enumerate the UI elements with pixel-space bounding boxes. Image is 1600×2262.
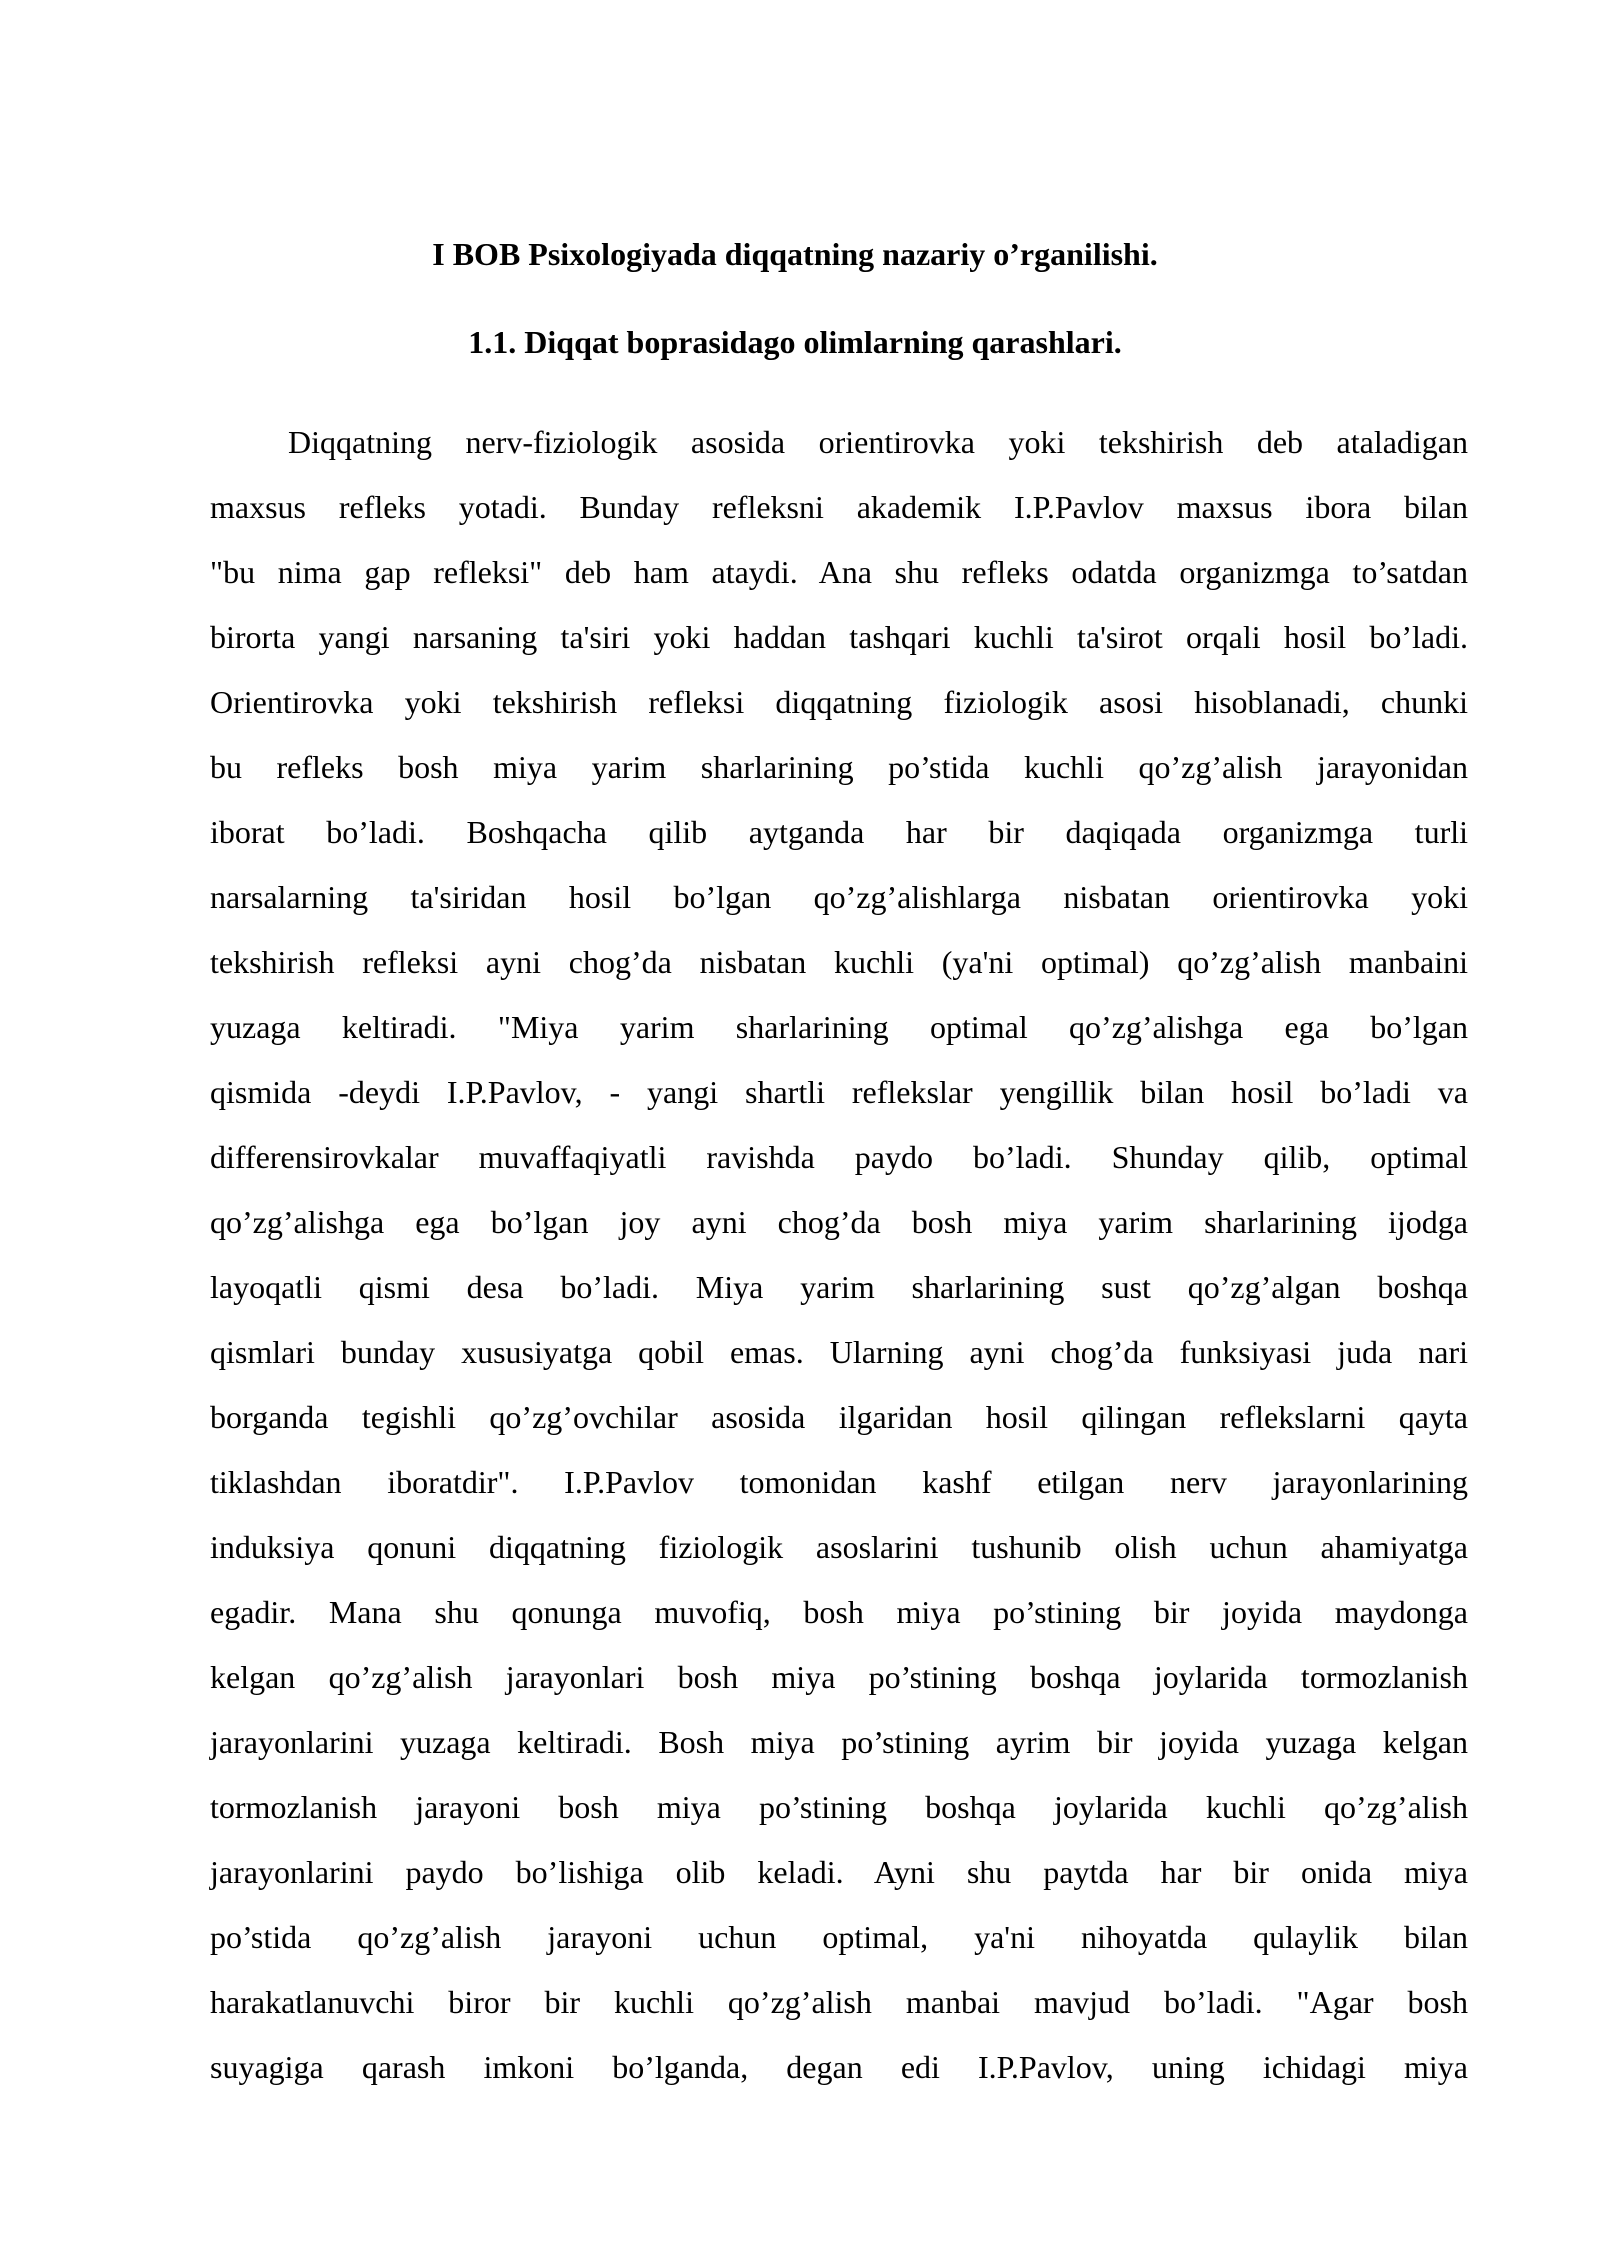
- paragraph-line: layoqatli qismi desa bo’ladi. Miya yarim sharlarining sust qo’zg’algan boshqa: [210, 1269, 1468, 1305]
- paragraph-line: bu refleks bosh miya yarim sharlarining po’stida kuchli qo’zg’alish jarayonidan: [210, 749, 1468, 785]
- paragraph-line: borganda tegishli qo’zg’ovchilar asosida ilgaridan hosil qilingan reflekslarni qayta: [210, 1399, 1468, 1435]
- paragraph-line: qismida -deydi I.P.Pavlov, - yangi shartli reflekslar yengillik bilan hosil bo’ladi va: [210, 1074, 1468, 1110]
- paragraph-line: induksiya qonuni diqqatning fiziologik asoslarini tushunib olish uchun ahamiyatga: [210, 1529, 1468, 1565]
- paragraph-line: jarayonlarini paydo bo’lishiga olib keladi. Ayni shu paytda har bir onida miya: [210, 1854, 1468, 1890]
- paragraph-line: jarayonlarini yuzaga keltiradi. Bosh miya po’stining ayrim bir joyida yuzaga kelgan: [210, 1724, 1468, 1760]
- section-title: 1.1. Diqqat boprasidago olimlarning qarashlari.: [468, 324, 1122, 360]
- paragraph-line: yuzaga keltiradi. "Miya yarim sharlarining optimal qo’zg’alishga ega bo’lgan: [210, 1009, 1468, 1045]
- paragraph-line: kelgan qo’zg’alish jarayonlari bosh miya po’stining boshqa joylarida tormozlanish: [210, 1659, 1468, 1695]
- paragraph-line: "bu nima gap refleksi" deb ham ataydi. Ana shu refleks odatda organizmga to’satdan: [210, 554, 1468, 590]
- paragraph-line: suyagiga qarash imkoni bo’lganda, degan edi I.P.Pavlov, uning ichidagi miya: [210, 2049, 1468, 2085]
- paragraph-line: differensirovkalar muvaffaqiyatli ravishda paydo bo’ladi. Shunday qilib, optimal: [210, 1139, 1468, 1175]
- paragraph-line: Orientirovka yoki tekshirish refleksi diqqatning fiziologik asosi hisoblanadi, chunki: [210, 684, 1468, 720]
- body-paragraph: [210, 410, 1468, 2100]
- paragraph-line: Diqqatning nerv-fiziologik asosida orientirovka yoki tekshirish deb ataladigan: [288, 424, 1468, 460]
- paragraph-line: harakatlanuvchi biror bir kuchli qo’zg’alish manbai mavjud bo’ladi. "Agar bosh: [210, 1984, 1468, 2020]
- paragraph-line: tiklashdan iboratdir". I.P.Pavlov tomonidan kashf etilgan nerv jarayonlarining: [210, 1464, 1468, 1500]
- paragraph-line: tormozlanish jarayoni bosh miya po’stining boshqa joylarida kuchli qo’zg’alish: [210, 1789, 1468, 1825]
- paragraph-line: narsalarning ta'siridan hosil bo’lgan qo’zg’alishlarga nisbatan orientirovka yoki: [210, 879, 1468, 915]
- paragraph-line: birorta yangi narsaning ta'siri yoki haddan tashqari kuchli ta'sirot orqali hosil bo’ladi.: [210, 619, 1468, 655]
- paragraph-line: po’stida qo’zg’alish jarayoni uchun optimal, ya'ni nihoyatda qulaylik bilan: [210, 1919, 1468, 1955]
- chapter-title: I BOB Psixologiyada diqqatning nazariy o’rganilishi.: [432, 236, 1158, 272]
- paragraph-line: tekshirish refleksi ayni chog’da nisbatan kuchli (ya'ni optimal) qo’zg’alish manbaini: [210, 944, 1468, 980]
- paragraph-line: egadir. Mana shu qonunga muvofiq, bosh miya po’stining bir joyida maydonga: [210, 1594, 1468, 1630]
- paragraph-line: qismlari bunday xususiyatga qobil emas. Ularning ayni chog’da funksiyasi juda nari: [210, 1334, 1468, 1370]
- paragraph-line: iborat bo’ladi. Boshqacha qilib aytganda har bir daqiqada organizmga turli: [210, 814, 1468, 850]
- paragraph-line: maxsus refleks yotadi. Bunday refleksni akademik I.P.Pavlov maxsus ibora bilan: [210, 489, 1468, 525]
- paragraph-line: qo’zg’alishga ega bo’lgan joy ayni chog’da bosh miya yarim sharlarining ijodga: [210, 1204, 1468, 1240]
